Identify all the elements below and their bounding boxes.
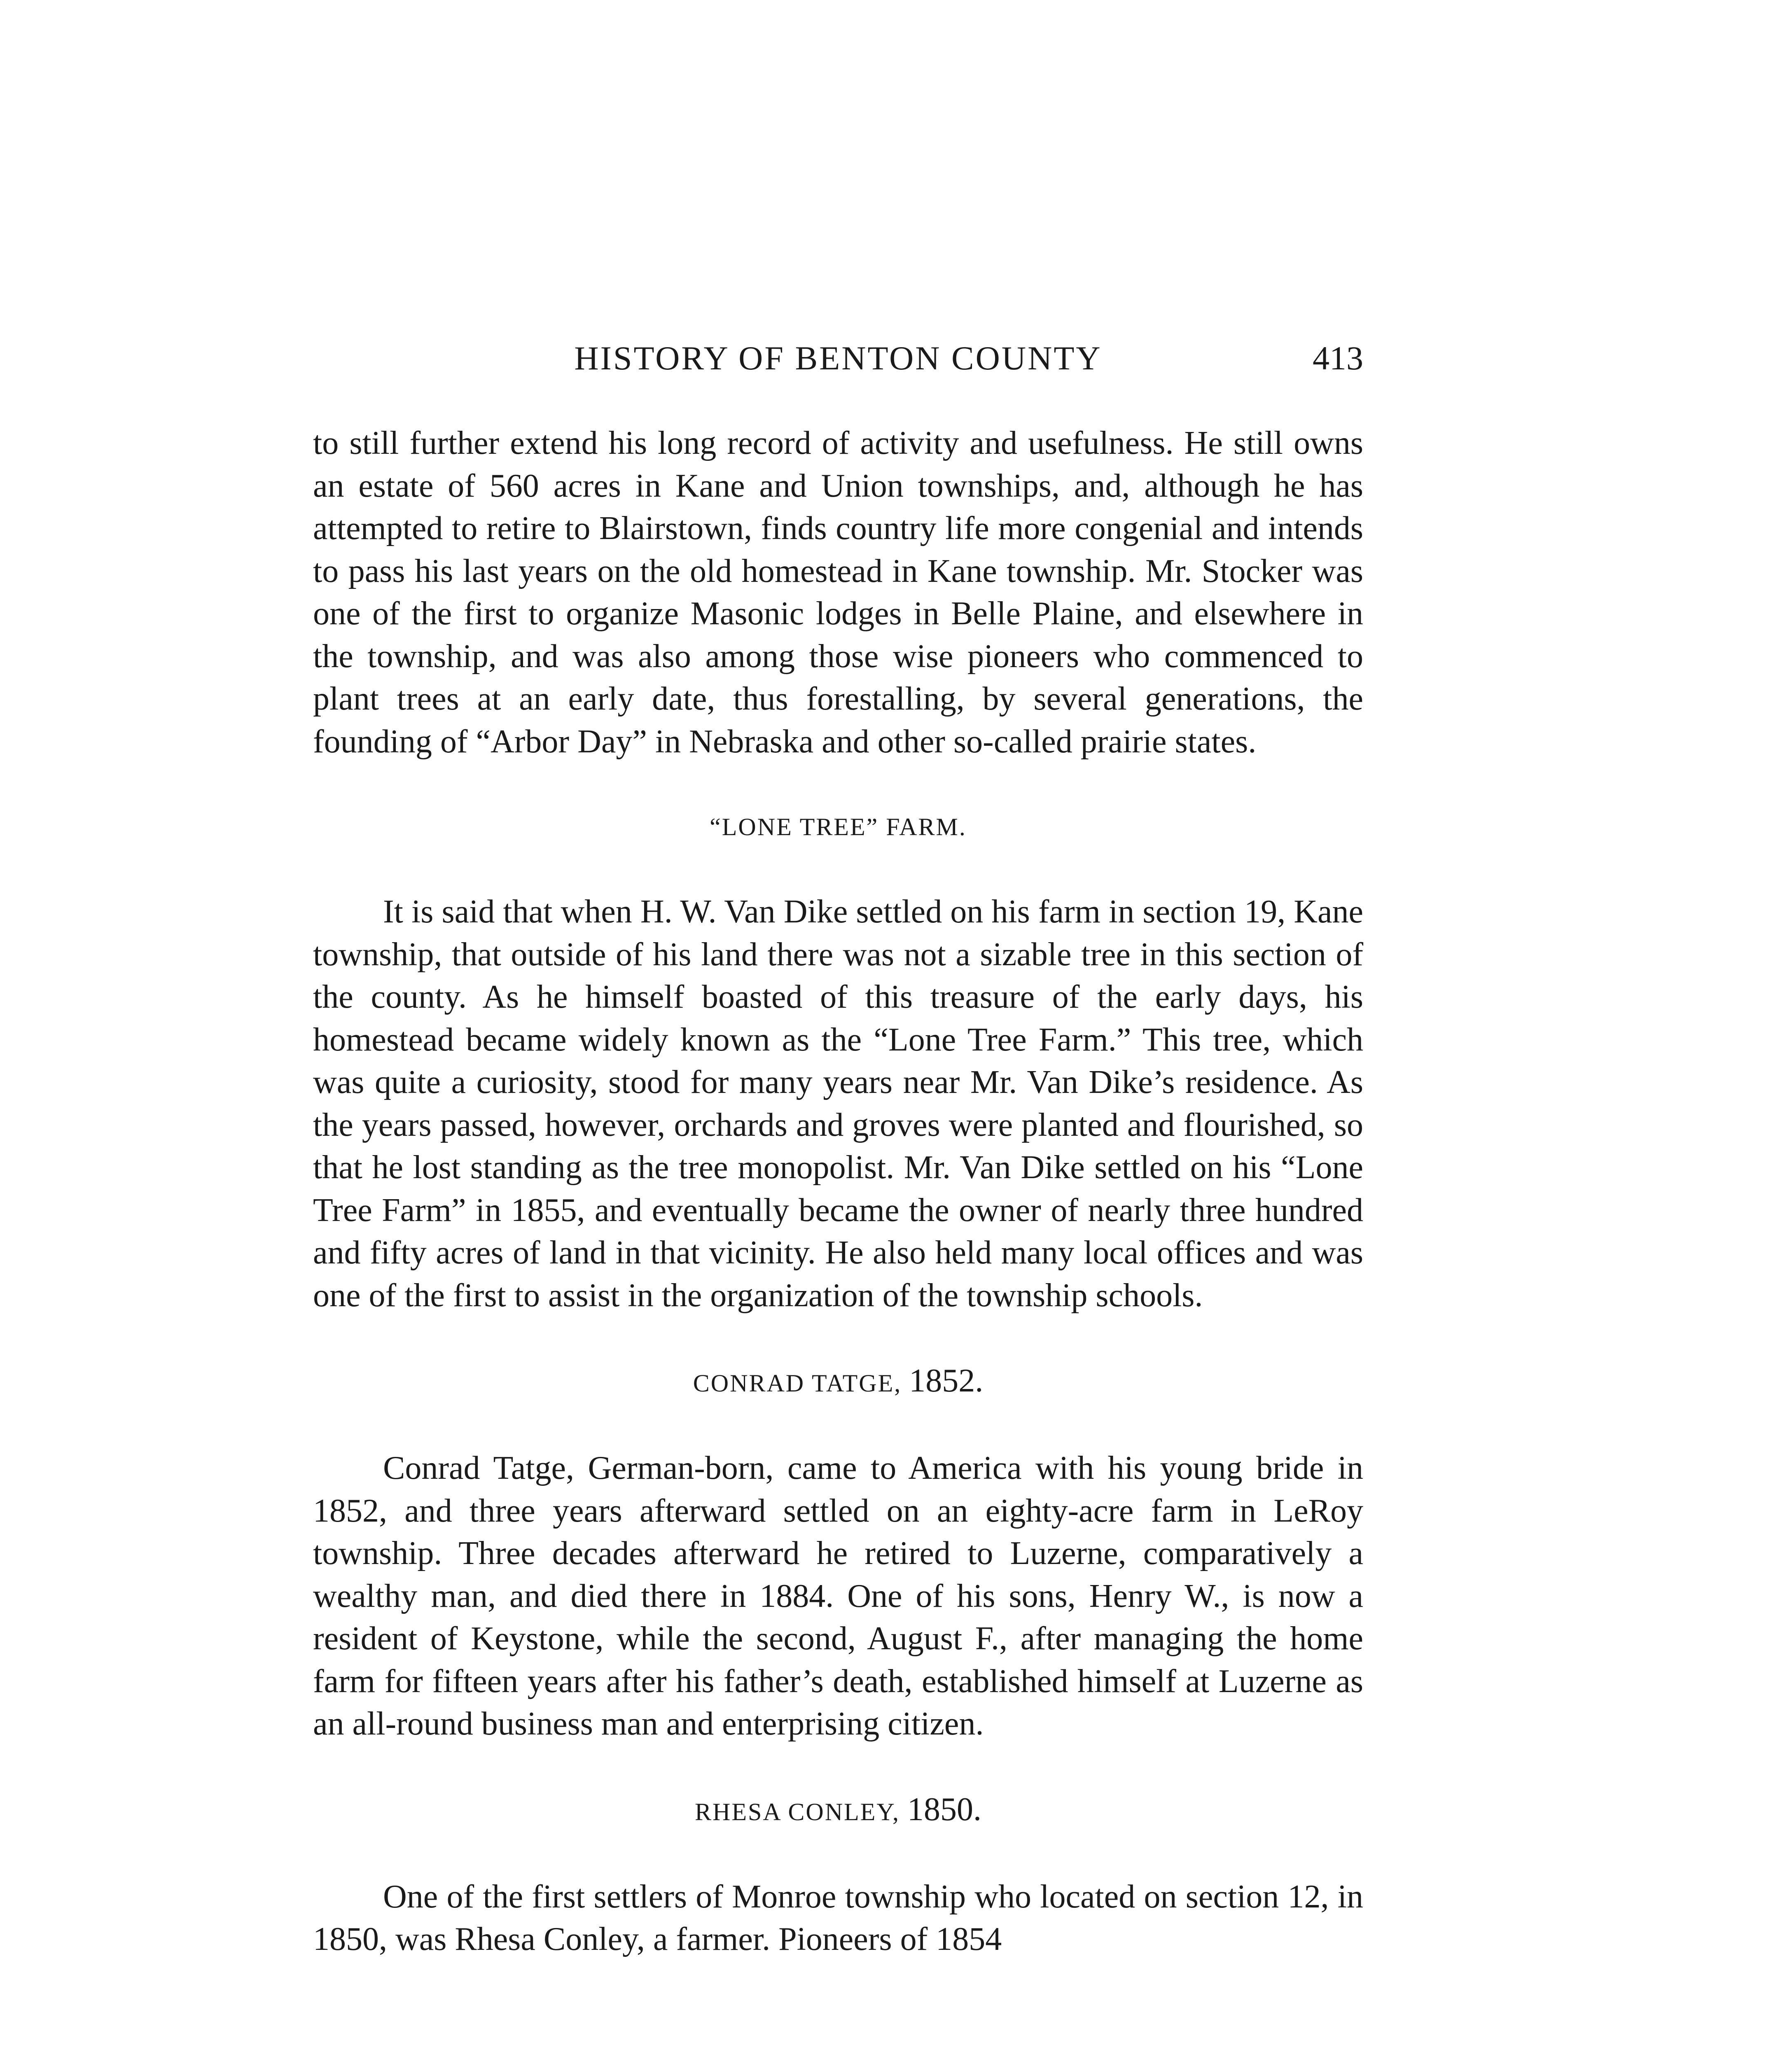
body-text [313, 422, 1363, 1961]
paragraph-lone-tree-farm: It is said that when H. W. Van Dike settled on his farm in section 19, Kane township, that outside of his land there was not a sizable tree in this section of the county. As he himself boasted of this treasure of the early days, his homestead became widely known as the “Lone Tree Farm.” This tree, which was quite a curiosity, stood for many years near Mr. Van Dike’s residence. As the years passed, however, orchards and groves were planted and flourished, so that he lost standing as the tree monopolist. Mr. Van Dike settled on his “Lone Tree Farm” in 1855, and eventually became the owner of nearly three hundred and fifty acres of land in that vicinity. He also held many local offices and was one of the first to assist in the organization of the township schools. [313, 894, 1363, 1314]
paragraph-conrad-tatge: Conrad Tatge, German-born, came to America with his young bride in 1852, and three years afterward settled on an eighty-acre farm in LeRoy township. Three decades afterward he retired to Luzerne, comparatively a wealthy man, and died there in 1884. One of his sons, Henry W., is now a resident of Keystone, while the second, August F., after managing the home farm for fifteen years after his father’s death, established himself at Luzerne as an all-round business man and enterprising citizen. [313, 1450, 1363, 1742]
section-heading-title: CONRAD TATGE, [693, 1370, 902, 1397]
page-number: 413 [1313, 339, 1363, 377]
section-heading-title: “LONE TREE” FARM. [710, 813, 967, 840]
section-heading-rhesa-conley [313, 1746, 1363, 1876]
section-heading-title: RHESA CONLEY, [695, 1798, 900, 1826]
section-heading-lone-tree-farm [313, 763, 1363, 891]
page-header [313, 334, 1363, 383]
section-heading-year: 1852. [909, 1363, 984, 1399]
section-heading-year: 1850. [907, 1791, 981, 1828]
section-heading-conrad-tatge [313, 1317, 1363, 1447]
running-title: HISTORY OF BENTON COUNTY [574, 339, 1102, 377]
intro-paragraph: to still further extend his long record of activity and usefulness. He still owns an estate of 560 acres in Kane and Union townships, and, although he has attempted to retire to Blairstown, finds country life more congenial and intends to pass his last years on the old homestead in Kane township. Mr. Stocker was one of the first to organize Masonic lodges in Belle Plaine, and elsewhere in the township, and was also among those wise pioneers who commenced to plant trees at an early date, thus forestalling, by several generations, the founding of “Arbor Day” in Nebraska and other so-called prairie states. [313, 425, 1363, 760]
paragraph-rhesa-conley: One of the first settlers of Monroe township who located on section 12, in 1850, was Rhesa Conley, a farmer. Pioneers of 1854 [313, 1878, 1363, 1957]
